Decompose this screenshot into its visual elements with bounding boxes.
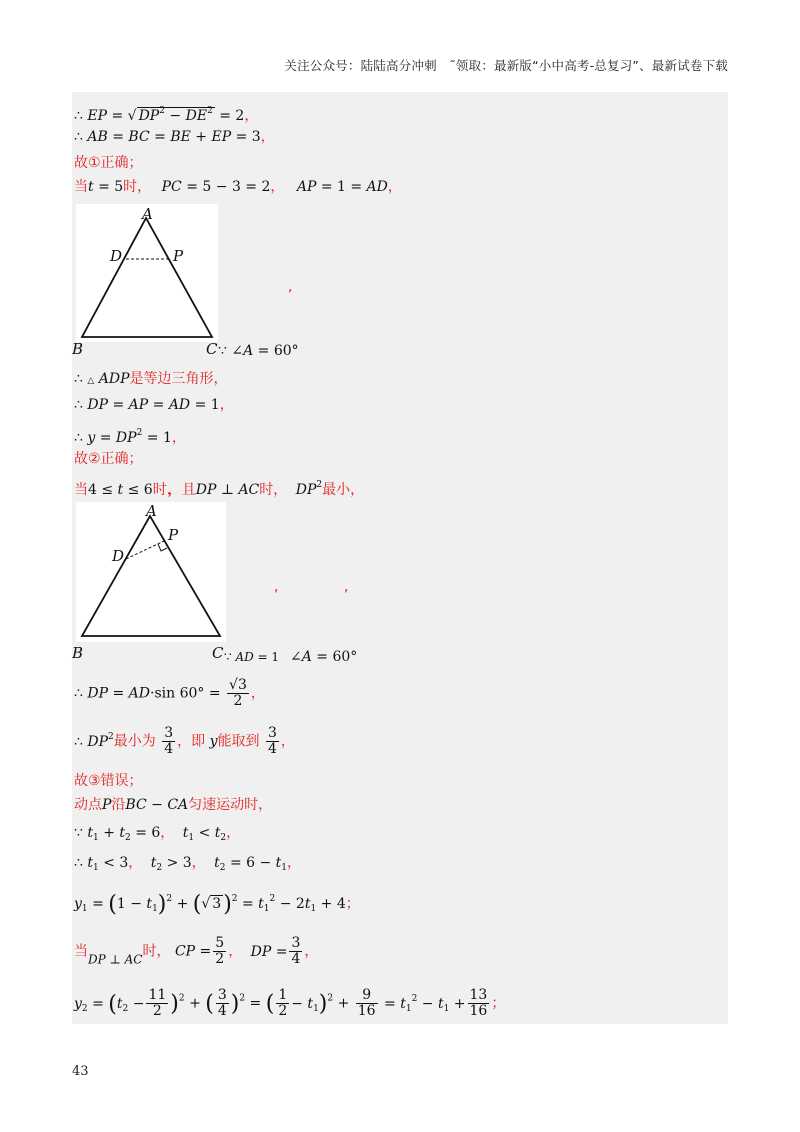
conclusion-1: 故①正确； xyxy=(74,155,143,171)
triangle-figure-2 xyxy=(76,502,226,642)
comma-mark-2: , xyxy=(274,579,279,595)
triangle-figure-1 xyxy=(76,204,218,342)
label-d2: D xyxy=(112,547,125,565)
equation-y1-expr: $y_1 = (1 - t_1)^2$ + (√ $3)^2 = t_1^2 - 2t_1 + 4$； xyxy=(74,892,360,917)
page-number: 43 xyxy=(72,1064,89,1079)
angle-a-60-2: ∠A = 60° xyxy=(290,649,358,665)
label-p2: P xyxy=(168,526,179,544)
case-dp-perp-ac: 当DP ⊥ AC时， CP = $\frac{5}{2}$ ， DP = $\frac{3}{4}$ ， xyxy=(74,935,319,967)
label-a2: A xyxy=(146,502,157,520)
moving-point: 动点P沿BC − CA匀速运动时， xyxy=(74,797,273,813)
page-header: 关注公众号：陆陆高分冲刺 ˜领取：最新版“小中高考-总复习”、最新试卷下载 xyxy=(284,58,728,73)
dp-squared-min: ∴ $DP^2$最小为 $\frac{3}{4}$ ，即 y能取到 $\frac{3}{4}$ ， xyxy=(74,725,295,757)
equation-dp-sin: ∴ DP = AD·sin 60° = $\frac{√3}{2}$ ， xyxy=(74,677,265,709)
angle-a-60-1: ∵ ∠A = 60° xyxy=(218,343,299,359)
equilateral-adp: ∴ △ ADP是等边三角形， xyxy=(74,371,228,387)
equation-ep: ∴ EP = √ $DP^2 - DE^2 = 2$， xyxy=(74,106,259,124)
label-b2: B xyxy=(72,644,84,662)
equation-ab: ∴ AB = BC = BE + EP = 3， xyxy=(74,129,275,145)
label-c2: C xyxy=(212,644,224,662)
equation-y2-expr: $y_2 = (t_2$ − $\frac{11}{2}$ )$^2$ + ( $\frac{3}{4}$ )$^2$ = ( $\frac{1}{2}$ − $t_1)^2$ + $\frac{9}{16}$ = $t_1^2 - t_1$ + $\frac{13}{16}$ ； xyxy=(74,987,506,1019)
equation-t-range: ∴ $t_1 < 3$， $t_2 > 3$， $t_2 = 6 - t_1$， xyxy=(74,855,302,873)
label-c1: C xyxy=(206,340,218,358)
case-4-to-6: 当4 ≤ t ≤ 6时，，且DP ⊥ AC时， $DP^2$最小， xyxy=(74,480,365,498)
comma-mark-1: , xyxy=(288,279,293,295)
label-a1: A xyxy=(142,205,153,223)
label-d1: D xyxy=(110,247,123,265)
conclusion-3: 故③错误； xyxy=(74,773,143,789)
equation-y1: ∴ $y = DP^2 = 1$， xyxy=(74,428,186,446)
given-ad-1: ∵ AD = 1 xyxy=(224,650,280,664)
case-t5: 当t = 5时， PC = 5 − 3 = 2， AP = 1 = AD， xyxy=(74,179,402,195)
comma-mark-3: , xyxy=(344,579,349,595)
conclusion-2: 故②正确； xyxy=(74,451,143,467)
solution-content xyxy=(72,92,728,1024)
label-p1: P xyxy=(173,247,184,265)
equation-dp: ∴ DP = AP = AD = 1， xyxy=(74,397,234,413)
equation-t-sum: ∵ $t_1 + t_2 = 6$， $t_1 < t_2$， xyxy=(74,825,241,843)
label-b1: B xyxy=(72,340,84,358)
